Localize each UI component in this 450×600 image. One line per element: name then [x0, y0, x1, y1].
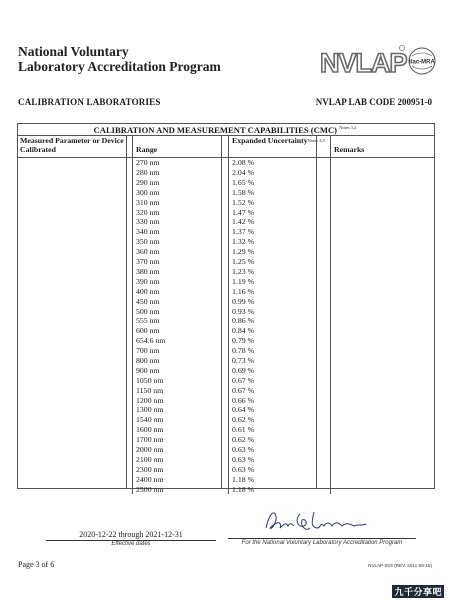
cell-uncertainty: 0.62 %	[229, 415, 331, 425]
cell-uncertainty: 0.64 %	[229, 405, 331, 415]
table-row	[17, 158, 435, 168]
cell-range: 400 nm	[133, 287, 229, 297]
cell-uncertainty: 0.84 %	[229, 326, 331, 336]
organization-title	[18, 44, 221, 74]
cell-uncertainty: 1.16 %	[229, 287, 331, 297]
table-row	[17, 346, 435, 356]
cell-uncertainty: 0.67 %	[229, 385, 331, 395]
effective-dates-caption: Effective dates	[111, 541, 151, 547]
cmc-title-note: Notes 1,2	[339, 125, 357, 130]
cell-parameter	[17, 296, 133, 306]
cell-parameter	[17, 395, 133, 405]
cell-remarks	[331, 217, 436, 227]
cell-uncertainty: 1.19 %	[229, 277, 331, 287]
table-row	[17, 217, 435, 227]
cell-range: 700 nm	[133, 346, 229, 356]
cell-remarks	[331, 287, 436, 297]
cmc-table-body	[17, 158, 435, 495]
cell-range: 350 nm	[133, 237, 229, 247]
cell-parameter	[17, 316, 133, 326]
table-row	[17, 415, 435, 425]
nvlap-logo	[318, 44, 436, 80]
table-row	[17, 247, 435, 257]
cell-range: 900 nm	[133, 366, 229, 376]
table-row	[17, 178, 435, 188]
cell-range: 360 nm	[133, 247, 229, 257]
cell-parameter	[17, 267, 133, 277]
column-header-remarks-label: Remarks	[334, 144, 365, 154]
column-divider	[316, 135, 317, 489]
table-row	[17, 445, 435, 455]
column-header-remarks	[331, 136, 436, 158]
cell-range: 280 nm	[133, 168, 229, 178]
table-row	[17, 237, 435, 247]
cell-parameter	[17, 346, 133, 356]
cell-remarks	[331, 425, 436, 435]
cell-uncertainty: 0.61 %	[229, 425, 331, 435]
cell-remarks	[331, 336, 436, 346]
cell-range: 340 nm	[133, 227, 229, 237]
cell-uncertainty: 1.47 %	[229, 207, 331, 217]
cell-uncertainty: 2.04 %	[229, 168, 331, 178]
cell-remarks	[331, 207, 436, 217]
cell-uncertainty: 1.42 %	[229, 217, 331, 227]
cell-uncertainty: 0.79 %	[229, 336, 331, 346]
table-row	[17, 435, 435, 445]
cell-remarks	[331, 455, 436, 465]
cell-parameter	[17, 415, 133, 425]
cell-parameter	[17, 484, 133, 494]
table-row	[17, 277, 435, 287]
cell-uncertainty: 0.66 %	[229, 395, 331, 405]
cell-remarks	[331, 376, 436, 386]
cell-remarks	[331, 168, 436, 178]
table-row	[17, 287, 435, 297]
cell-remarks	[331, 267, 436, 277]
cell-range: 320 nm	[133, 207, 229, 217]
cell-uncertainty: 1.37 %	[229, 227, 331, 237]
cell-uncertainty: 0.99 %	[229, 296, 331, 306]
cell-uncertainty: 1.65 %	[229, 178, 331, 188]
table-row	[17, 267, 435, 277]
table-row	[17, 385, 435, 395]
cell-range: 1300 nm	[133, 405, 229, 415]
cell-parameter	[17, 217, 133, 227]
cell-remarks	[331, 475, 436, 485]
cell-range: 290 nm	[133, 178, 229, 188]
column-header-parameter: Measured Parameter or Device Calibrated	[17, 136, 133, 158]
cell-remarks	[331, 306, 436, 316]
cell-parameter	[17, 168, 133, 178]
cell-remarks	[331, 415, 436, 425]
table-row	[17, 484, 435, 494]
cell-range: 654.6 nm	[133, 336, 229, 346]
cell-uncertainty: 1.23 %	[229, 267, 331, 277]
cell-range: 1700 nm	[133, 435, 229, 445]
cell-parameter	[17, 188, 133, 198]
organization-title-line1: National Voluntary	[18, 44, 129, 59]
cell-remarks	[331, 405, 436, 415]
cell-parameter	[17, 356, 133, 366]
cell-range: 300 nm	[133, 188, 229, 198]
column-header-range-label: Range	[136, 144, 158, 154]
cell-uncertainty: 0.62 %	[229, 435, 331, 445]
cell-parameter	[17, 425, 133, 435]
page-number: Page 3 of 6	[18, 560, 55, 569]
cell-remarks	[331, 356, 436, 366]
table-row	[17, 336, 435, 346]
cell-remarks	[331, 484, 436, 494]
cell-range: 600 nm	[133, 326, 229, 336]
cell-remarks	[331, 326, 436, 336]
cell-uncertainty: 0.67 %	[229, 376, 331, 386]
watermark: 九千分享吧	[392, 585, 444, 598]
cell-remarks	[331, 277, 436, 287]
cell-range: 1540 nm	[133, 415, 229, 425]
cell-parameter	[17, 247, 133, 257]
cell-remarks	[331, 435, 436, 445]
cell-uncertainty: 0.86 %	[229, 316, 331, 326]
cell-parameter	[17, 465, 133, 475]
cell-remarks	[331, 296, 436, 306]
table-row	[17, 326, 435, 336]
table-row	[17, 188, 435, 198]
table-row	[17, 425, 435, 435]
table-row	[17, 356, 435, 366]
cell-uncertainty: 0.63 %	[229, 445, 331, 455]
cell-range: 1600 nm	[133, 425, 229, 435]
lab-code: NVLAP LAB CODE 200951-0	[315, 97, 432, 107]
cell-uncertainty: 1.32 %	[229, 237, 331, 247]
cell-parameter	[17, 158, 133, 168]
cell-uncertainty: 0.69 %	[229, 366, 331, 376]
cell-uncertainty: 1.18 %	[229, 484, 331, 494]
cell-range: 270 nm	[133, 158, 229, 168]
cell-range: 370 nm	[133, 257, 229, 267]
form-number: NVLAP-02S (REV. 2011-09-16)	[368, 563, 432, 568]
cell-range: 2000 nm	[133, 445, 229, 455]
cmc-table-title	[0, 125, 450, 135]
cell-uncertainty: 1.29 %	[229, 247, 331, 257]
column-header-range	[133, 136, 229, 158]
cell-range: 310 nm	[133, 198, 229, 208]
cell-uncertainty: 0.63 %	[229, 465, 331, 475]
cell-uncertainty: 1.52 %	[229, 198, 331, 208]
cell-range: 1200 nm	[133, 395, 229, 405]
cell-parameter	[17, 405, 133, 415]
cell-parameter	[17, 306, 133, 316]
cell-range: 2500 nm	[133, 484, 229, 494]
cell-range: 800 nm	[133, 356, 229, 366]
cell-uncertainty: 0.78 %	[229, 346, 331, 356]
table-row	[17, 395, 435, 405]
cell-uncertainty: 1.58 %	[229, 188, 331, 198]
column-header-uncertainty-note: Notes 3,5	[307, 138, 325, 143]
cmc-table-header	[17, 136, 435, 158]
ilac-mra-badge-icon	[409, 48, 436, 74]
cell-parameter	[17, 435, 133, 445]
cell-remarks	[331, 188, 436, 198]
cell-uncertainty: 2.08 %	[229, 158, 331, 168]
organization-title-line2: Laboratory Accreditation Program	[18, 59, 221, 74]
cell-parameter	[17, 227, 133, 237]
cell-range: 450 nm	[133, 296, 229, 306]
cell-range: 555 nm	[133, 316, 229, 326]
cell-remarks	[331, 237, 436, 247]
cell-parameter	[17, 326, 133, 336]
cell-parameter	[17, 385, 133, 395]
table-row	[17, 475, 435, 485]
ilac-mra-badge-text: ilac-MRA	[409, 59, 435, 66]
cell-parameter	[17, 178, 133, 188]
cell-range: 2400 nm	[133, 475, 229, 485]
cell-range: 1050 nm	[133, 376, 229, 386]
cell-parameter	[17, 475, 133, 485]
signature-line	[228, 538, 416, 539]
cell-range: 2300 nm	[133, 465, 229, 475]
column-header-uncertainty-label: Expanded Uncertainty	[232, 136, 308, 145]
cell-remarks	[331, 366, 436, 376]
cell-range: 1150 nm	[133, 385, 229, 395]
cell-uncertainty: 1.18 %	[229, 475, 331, 485]
lab-type: CALIBRATION LABORATORIES	[18, 97, 161, 107]
table-row	[17, 207, 435, 217]
cell-remarks	[331, 395, 436, 405]
cell-remarks	[331, 257, 436, 267]
cell-parameter	[17, 376, 133, 386]
cmc-title-text: CALIBRATION AND MEASUREMENT CAPABILITIES (CMC)	[93, 125, 338, 135]
cell-parameter	[17, 198, 133, 208]
cell-range: 390 nm	[133, 277, 229, 287]
cell-parameter	[17, 445, 133, 455]
cell-uncertainty: 0.63 %	[229, 455, 331, 465]
cell-range: 380 nm	[133, 267, 229, 277]
cell-remarks	[331, 346, 436, 356]
cell-parameter	[17, 237, 133, 247]
cell-parameter	[17, 277, 133, 287]
cell-parameter	[17, 366, 133, 376]
cell-parameter	[17, 455, 133, 465]
nvlap-logo-text: NVLAP	[320, 48, 407, 78]
table-row	[17, 465, 435, 475]
cmc-table	[17, 135, 435, 494]
cell-remarks	[331, 465, 436, 475]
cell-parameter	[17, 257, 133, 267]
cell-uncertainty: 0.73 %	[229, 356, 331, 366]
table-row	[17, 316, 435, 326]
effective-dates: 2020-12-22 through 2021-12-31	[46, 530, 216, 541]
cell-range: 2100 nm	[133, 455, 229, 465]
cell-range: 500 nm	[133, 306, 229, 316]
table-row	[17, 455, 435, 465]
table-row	[17, 168, 435, 178]
cell-remarks	[331, 198, 436, 208]
cell-remarks	[331, 247, 436, 257]
cell-uncertainty: 1.25 %	[229, 257, 331, 267]
signature-caption: For the National Voluntary Laboratory Accreditation Program	[241, 540, 403, 546]
table-row	[17, 376, 435, 386]
table-row	[17, 227, 435, 237]
table-row	[17, 366, 435, 376]
table-row	[17, 296, 435, 306]
cell-remarks	[331, 445, 436, 455]
signature-image	[260, 506, 370, 536]
cell-uncertainty: 0.93 %	[229, 306, 331, 316]
cell-remarks	[331, 158, 436, 168]
table-row	[17, 405, 435, 415]
table-row	[17, 306, 435, 316]
cell-remarks	[331, 178, 436, 188]
cell-parameter	[17, 287, 133, 297]
column-divider	[221, 135, 222, 489]
table-row	[17, 198, 435, 208]
cell-remarks	[331, 227, 436, 237]
cell-parameter	[17, 207, 133, 217]
cell-remarks	[331, 385, 436, 395]
column-divider	[126, 135, 127, 489]
cell-parameter	[17, 336, 133, 346]
table-row	[17, 257, 435, 267]
cell-range: 330 nm	[133, 217, 229, 227]
cell-remarks	[331, 316, 436, 326]
